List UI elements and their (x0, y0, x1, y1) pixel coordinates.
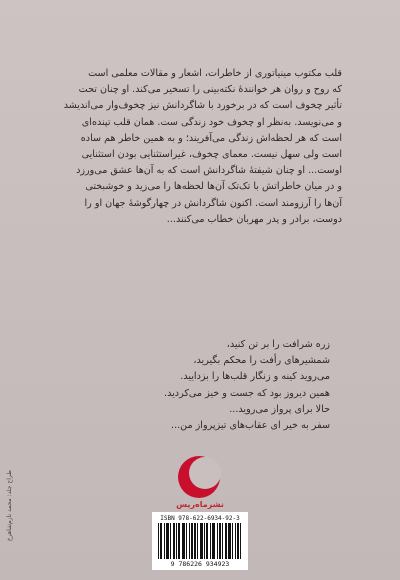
blurb-line: که روح و روان هر خوانندهٔ نکته‌بینی را تسخیر می‌کند. او چنان تحت (78, 84, 342, 96)
blurb-line: و در میان خاطراتش با تک‌تک آن‌ها لحظه‌ها را می‌زید و خوشبختی (85, 181, 342, 193)
barcode-bars-icon (158, 523, 242, 559)
isbn-barcode (152, 512, 248, 570)
poem-line: شمشیرهای رأفت را محکم بگیرید، (193, 355, 330, 367)
blurb-line: قلب مکتوب مینیاتوری از خاطرات، اشعار و مقالات معلمی است (88, 68, 342, 79)
cover-designer-credit: طراح جلد: محمد نازم‌شاهرخ (6, 470, 13, 542)
blurb-line: است که هر لحظه‌اش زندگی می‌آفریند؛ و به همین خاطر هم ساده (80, 132, 342, 144)
publisher-name: نشرماه‌ریس (176, 500, 224, 509)
blurb-line: و می‌نویسد. به‌نظر او چخوف خود زندگی ست. همان قلب تپنده‌ای (81, 116, 342, 128)
isbn-label: ISBN 978-622-6934-92-3 (160, 515, 240, 522)
blurb-line: آن‌ها را آرزومند است. اکنون شاگردانش در چهارگوشهٔ جهان او را (84, 197, 342, 209)
poem-line: می‌روید کینه و زنگار قلب‌ها را بزدایید. (180, 371, 330, 383)
blurb-text (62, 66, 342, 228)
poem-line: زره شرافت را بر تن کنید، (226, 339, 330, 350)
blurb-line: تأثیر چخوف است که در برخورد با شاگردانش نیز چخوف‌وار می‌اندیشد (63, 100, 342, 112)
poem-line: همین دیروز بود که جست و خیز می‌کردید. (164, 387, 330, 399)
barcode-digits: 9 786226 934923 (170, 560, 230, 568)
publisher-logo-icon (176, 454, 222, 500)
poem-text (120, 337, 330, 434)
blurb-line: اوست... او چنان شیفتهٔ شاگردانش است که به آن‌ها عشق می‌ورزد (76, 165, 342, 177)
blurb-line: است ولی سهل نیست. معمای چخوف، غیراستثنایی بودن استثنایی (81, 149, 342, 161)
poem-line: سفر به خیر ای عقاب‌های تیزپرواز من... (171, 420, 330, 432)
poem-line: حالا برای پرواز می‌روید... (229, 403, 330, 415)
blurb-line: دوست، برادر و پدر مهربان خطاب می‌کنند... (166, 213, 342, 225)
